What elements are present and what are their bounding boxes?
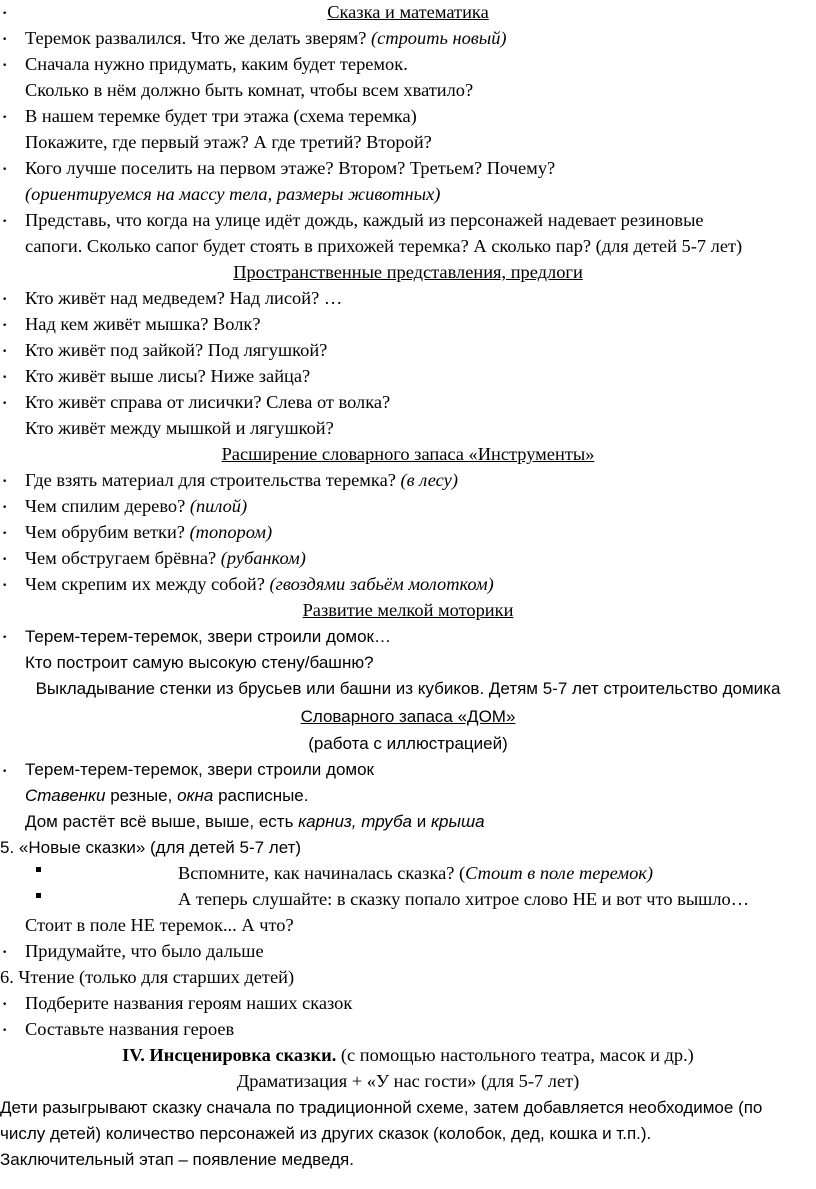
- text-line: Кто живёт выше лисы? Ниже зайца?: [25, 366, 311, 386]
- text-line: Сколько в нём должно быть комнат, чтобы всем хватило?: [25, 80, 474, 100]
- text-line: Кто живёт над медведем? Над лисой? …: [25, 288, 343, 308]
- text-line: Представь, что когда на улице идёт дождь, каждый из персонажей надевает резиновые: [25, 210, 704, 230]
- bullet-icon: •: [2, 767, 8, 777]
- text-line: Терем-терем-теремок, звери строили домок: [25, 760, 374, 779]
- text-line: Дом растёт всё выше, выше, есть карниз, труба и крыша: [25, 812, 485, 831]
- text-line: сапоги. Сколько сапог будет стоять в прихожей теремка? А сколько пар? (для детей 5-7 лет): [25, 236, 743, 256]
- text-line: Чем спилим дерево? (пилой): [25, 496, 248, 516]
- bullet-icon: •: [2, 321, 8, 331]
- bullet-icon: •: [2, 581, 8, 591]
- bullet-icon: •: [2, 399, 8, 409]
- text-line: числу детей) количество персонажей из других сказок (колобок, дед, кошка и т.п.).: [0, 1124, 652, 1143]
- section-new-tales: 5. «Новые сказки» (для детей 5-7 лет): [0, 838, 302, 857]
- bullet-icon: •: [2, 633, 8, 643]
- text-line: Терем-терем-теремок, звери строили домок…: [25, 627, 391, 646]
- text-line: Драматизация + «У нас гости» (для 5-7 лет): [236, 1071, 580, 1091]
- bullet-icon: •: [2, 217, 8, 227]
- text-line: Составьте названия героев: [25, 1019, 235, 1039]
- bullet-icon: •: [2, 477, 8, 487]
- text-line: Выкладывание стенки из брусьев или башни из кубиков. Детям 5-7 лет строительство домика: [35, 679, 781, 698]
- text-line: Кто построит самую высокую стену/башню?: [25, 653, 374, 672]
- bullet-icon: •: [2, 9, 8, 19]
- text-line: Дети разыгрывают сказку сначала по традиционной схеме, затем добавляется необходимое (по: [0, 1098, 763, 1117]
- text-line: Теремок развалился. Что же делать зверям? (строить новый): [25, 28, 507, 48]
- section-reading: 6. Чтение (только для старших детей): [0, 967, 295, 987]
- bullet-icon: •: [2, 555, 8, 565]
- bullet-icon: •: [2, 165, 8, 175]
- bullet-icon: •: [2, 1026, 8, 1036]
- bullet-icon: •: [2, 295, 8, 305]
- text-line: Над кем живёт мышка? Волк?: [25, 314, 261, 334]
- text-line: Кто живёт справа от лисички? Слева от волка?: [25, 392, 391, 412]
- text-line: Где взять материал для строительства теремка? (в лесу): [25, 470, 458, 490]
- bullet-icon: •: [2, 1000, 8, 1010]
- text-line: В нашем теремке будет три этажа (схема теремка): [25, 106, 417, 126]
- heading-house-vocab: Словарного запаса «ДОМ»: [300, 707, 516, 726]
- bullet-icon: •: [2, 529, 8, 539]
- text-line: Чем скрепим их между собой? (гвоздями забьём молотком): [25, 574, 494, 594]
- text-line: Кого лучше поселить на первом этаже? Втором? Третьем? Почему?: [25, 158, 556, 178]
- text-line: Придумайте, что было дальше: [25, 941, 264, 961]
- bullet-icon: •: [2, 35, 8, 45]
- bullet-icon: •: [2, 61, 8, 71]
- text-line: (ориентируемся на массу тела, размеры животных): [25, 184, 441, 204]
- square-bullet-icon: [36, 893, 41, 898]
- text-line: Сначала нужно придумать, каким будет теремок.: [25, 54, 408, 74]
- text-line: Кто живёт под зайкой? Под лягушкой?: [25, 340, 328, 360]
- text-line: Кто живёт между мышкой и лягушкой?: [25, 418, 334, 438]
- heading-tools: Расширение словарного запаса «Инструменты»: [221, 444, 595, 464]
- heading-fairy-tale-math: Сказка и математика: [327, 2, 489, 22]
- bullet-icon: •: [2, 503, 8, 513]
- text-line: Покажите, где первый этаж? А где третий? Второй?: [25, 132, 432, 152]
- text-line: Подберите названия героям наших сказок: [25, 993, 353, 1013]
- bullet-icon: •: [2, 373, 8, 383]
- bullet-icon: •: [2, 347, 8, 357]
- heading-staging: IV. Инсценировка сказки. (с помощью настольного театра, масок и др.): [122, 1045, 694, 1065]
- subheading: (работа с иллюстрацией): [308, 734, 508, 753]
- square-bullet-icon: [36, 867, 41, 872]
- text-line: А теперь слушайте: в сказку попало хитрое слово НЕ и вот что вышло…: [178, 889, 750, 909]
- text-line: Чем обстругаем брёвна? (рубанком): [25, 548, 306, 568]
- text-line: Заключительный этап – появление медведя.: [0, 1150, 354, 1169]
- text-line: Ставенки резные, окна расписные.: [25, 786, 309, 805]
- heading-fine-motor: Развитие мелкой моторики: [302, 600, 514, 620]
- bullet-icon: •: [2, 948, 8, 958]
- bullet-icon: •: [2, 113, 8, 123]
- heading-spatial: Пространственные представления, предлоги: [233, 262, 583, 282]
- text-line: Вспомните, как начиналась сказка? (Стоит в поле теремок): [178, 863, 653, 883]
- text-line: Стоит в поле НЕ теремок... А что?: [25, 915, 294, 935]
- text-line: Чем обрубим ветки? (топором): [25, 522, 273, 542]
